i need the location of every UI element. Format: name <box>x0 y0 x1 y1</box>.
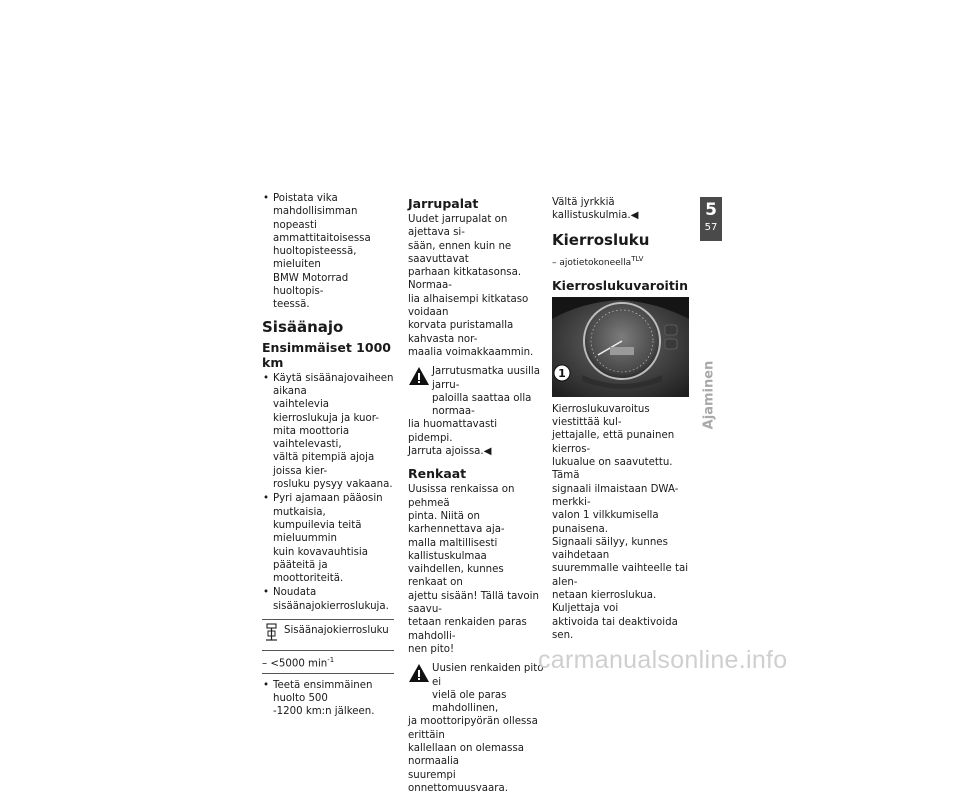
text-line: ja moottoripyörän ollessa erittäin <box>408 716 538 741</box>
text-line: kuin kovavauhtisia pääteitä ja <box>273 546 368 571</box>
paragraph-rpm-warning <box>552 403 690 642</box>
warning-brakes <box>408 365 544 418</box>
text-line: lukualue on saavutettu. Tämä <box>552 457 673 482</box>
text-line: korvata puristamalla kahvasta nor- <box>408 320 514 345</box>
spec-box <box>262 619 394 674</box>
text-line: Uusien renkaiden pito ei <box>432 663 544 688</box>
text-line: kumpuilevia teitä mieluummin <box>273 519 362 545</box>
text-line: Kierroslukuvaroitus viestittää kul- <box>552 403 650 429</box>
spec-value-text: – <5000 min <box>262 658 328 670</box>
text-line: malla maltillisesti kallistuskulmaa <box>408 537 498 562</box>
text-line: kallellaan on olemassa normaalia <box>408 742 525 768</box>
spec-box-header <box>262 620 394 651</box>
section-title: Sisäänajo <box>262 317 344 336</box>
spec-title: Sisäänajokierrosluku <box>284 625 389 637</box>
text-line: BMW Motorrad huoltopis- <box>273 272 349 298</box>
watermark: carmanualsonline.info <box>538 646 788 674</box>
rpm-note-superscript: TLV <box>631 254 644 263</box>
list-item <box>262 192 394 312</box>
list-item <box>262 492 394 585</box>
text-line: Poistata vika mahdollisimman <box>273 193 358 218</box>
text-line: vielä ole paras mahdollinen, <box>432 689 507 715</box>
intro-line: Vältä jyrkkiä kallistuskulmia.◀ <box>552 197 639 222</box>
tachometer-figure <box>552 297 689 397</box>
list-item <box>262 586 394 613</box>
section-title-tyres: Renkaat <box>408 466 467 482</box>
text-line: jettajalle, että punainen kierros- <box>552 430 675 455</box>
paragraph-brakes <box>408 213 544 359</box>
paragraph-tyres <box>408 483 544 656</box>
text-line: -1200 km:n jälkeen. <box>273 706 375 718</box>
text-line: maalia voimakkaammin. <box>408 346 534 358</box>
engine-speed-icon <box>262 622 284 644</box>
text-line: suurempi onnettomuusvaara. <box>408 769 508 794</box>
text-line: ajettu sisään! Tällä tavoin saavu- <box>408 590 539 616</box>
text-line: teessä. <box>273 299 310 311</box>
column-right <box>552 192 690 644</box>
subsection-title: Ensimmäiset 1000 km <box>262 339 391 370</box>
text-line: rosluku pysyy vakaana. <box>273 479 393 491</box>
text-line: Teetä ensimmäinen huolto 500 <box>273 679 373 704</box>
text-line: lia alhaisempi kitkataso voidaan <box>408 293 529 319</box>
text-line: Noudata sisäänajokierroslukuja. <box>273 587 389 612</box>
callout-number: 1 <box>558 366 566 380</box>
section-title-warning-light: Kierroslukuvaroitin <box>552 277 688 293</box>
text-line: suuremmalle vaihteelle tai alen- <box>552 563 689 588</box>
text-line: nopeasti ammattitaitoisessa <box>273 219 371 244</box>
warning-continuation <box>408 418 544 458</box>
text-line: huoltopisteessä, mieluiten <box>273 246 357 271</box>
text-line: moottoriteitä. <box>273 573 344 585</box>
chapter-tab <box>700 197 722 241</box>
section-title-rpm: Kierrosluku <box>552 230 650 249</box>
text-line: Käytä sisäänajovaiheen aikana <box>273 372 394 397</box>
text-line: netaan kierroslukua. Kuljettaja voi <box>552 590 657 615</box>
text-line: Jarruta ajoissa.◀ <box>408 446 492 458</box>
text-line: paloilla saattaa olla normaa- <box>432 392 532 418</box>
text-line: nen pito! <box>408 643 455 655</box>
text-line: valon 1 vilkkumisella punaisena. <box>552 510 659 535</box>
spec-value-unit-exponent: -1 <box>327 656 335 665</box>
chapter-side-label <box>699 340 719 450</box>
text-line: Jarrutusmatka uusilla jarru- <box>432 366 540 391</box>
text-line: mita moottoria vaihtelevasti, <box>273 425 350 451</box>
warning-continuation <box>408 715 544 795</box>
chapter-number: 5 <box>705 200 717 220</box>
warning-text <box>432 662 544 715</box>
text-line: aktivoida tai deaktivoida sen. <box>552 616 678 641</box>
warning-triangle-icon <box>408 366 430 386</box>
text-line: signaali ilmaistaan DWA-merkki- <box>552 483 679 508</box>
spec-value <box>262 651 394 673</box>
warning-text <box>432 365 544 418</box>
text-line: lia huomattavasti pidempi. <box>408 419 498 444</box>
text-line: pinta. Niitä on karhennettava aja- <box>408 510 505 536</box>
page-number: 57 <box>704 222 718 233</box>
rpm-note <box>552 253 690 270</box>
list-item <box>262 372 394 492</box>
text-line: sään, ennen kuin ne saavuttavat <box>408 240 512 265</box>
column-middle <box>408 192 544 797</box>
text-line: Pyri ajamaan pääosin mutkaisia, <box>273 493 383 518</box>
column-left <box>262 192 394 720</box>
text-line: Uudet jarrupalat on ajettava si- <box>408 214 508 239</box>
chapter-side-label-text: Ajaminen <box>701 360 717 430</box>
text-line: parhaan kitkatasonsa. Normaa- <box>408 267 522 292</box>
text-line: vaihtelevia kierroslukuja ja kuor- <box>273 399 379 424</box>
text-line: Signaali säilyy, kunnes vaihdetaan <box>552 536 668 562</box>
text-line: vaihdellen, kunnes renkaat on <box>408 564 504 589</box>
warning-tyres <box>408 662 544 715</box>
text-line: tetaan renkaiden paras mahdolli- <box>408 617 527 642</box>
rpm-note-text: – ajotietokoneella <box>552 257 632 268</box>
text-line: vältä pitempiä ajoja joissa kier- <box>273 452 375 477</box>
warning-triangle-icon <box>408 663 430 683</box>
text-line: Uusissa renkaissa on pehmeä <box>408 484 515 509</box>
list-item <box>262 679 394 719</box>
section-title-brakes: Jarrupalat <box>408 196 479 211</box>
